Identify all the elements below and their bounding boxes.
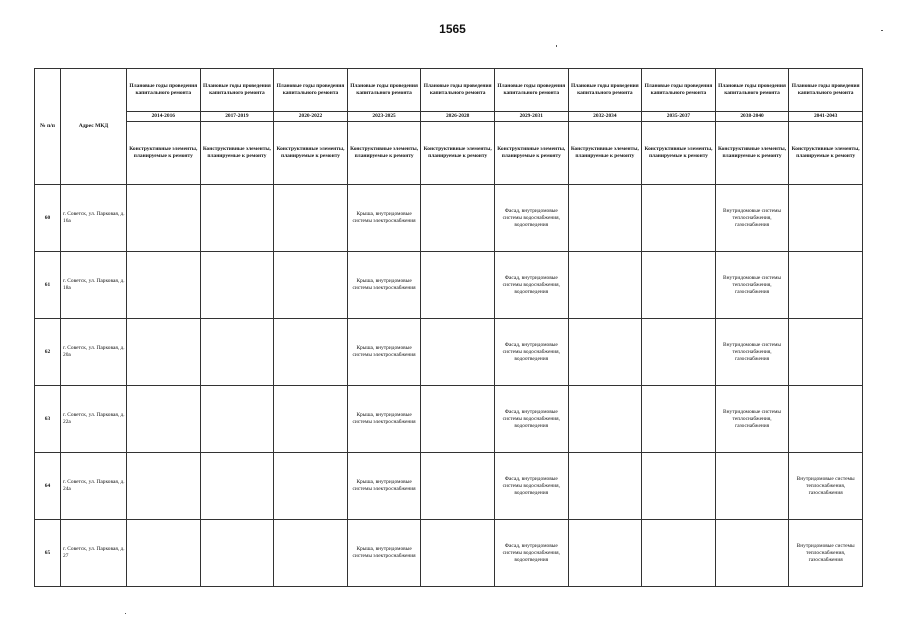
repair-work-cell — [200, 453, 274, 520]
repair-work-cell — [421, 252, 495, 319]
period-years-header: 2020-2022 — [274, 112, 348, 122]
repair-work-cell: Крыша, внутридомовые системы электроснабжения — [347, 319, 421, 386]
period-title-header: Плановые годы проведения капитального ремонта — [568, 69, 642, 112]
repair-work-cell: Фасад, внутридомовые системы водоснабжения, водоотведения — [494, 386, 568, 453]
repair-work-cell — [568, 252, 642, 319]
period-years-header: 2017-2019 — [200, 112, 274, 122]
address-cell: г. Советск, ул. Парковая, д. 16а — [61, 185, 127, 252]
repair-work-cell — [642, 319, 716, 386]
table-header — [35, 69, 863, 185]
period-elements-header: Конструктивные элементы, планируемые к ремонту — [494, 122, 568, 185]
repair-work-cell — [568, 386, 642, 453]
row-number-cell: 63 — [35, 386, 61, 453]
repair-work-cell: Крыша, внутридомовые системы электроснабжения — [347, 252, 421, 319]
repair-work-cell — [568, 185, 642, 252]
repair-work-cell — [274, 185, 348, 252]
row-number-cell: 64 — [35, 453, 61, 520]
repair-work-cell — [642, 185, 716, 252]
repair-work-cell — [274, 453, 348, 520]
period-title-header: Плановые годы проведения капитального ремонта — [347, 69, 421, 112]
address-cell: г. Советск, ул. Парковая, д. 24а — [61, 453, 127, 520]
table-row — [35, 453, 863, 520]
period-years-header: 2038-2040 — [715, 112, 789, 122]
col-num-header: № п/п — [35, 69, 61, 185]
repair-work-cell: Фасад, внутридомовые системы водоснабжения, водоотведения — [494, 453, 568, 520]
period-years-header: 2014-2016 — [127, 112, 201, 122]
repair-work-cell: Внутридомовые системы теплоснабжения, газоснабжения — [715, 319, 789, 386]
repair-work-cell — [421, 520, 495, 587]
repair-work-cell — [642, 520, 716, 587]
page-number: 1565 — [439, 22, 466, 36]
table-row — [35, 520, 863, 587]
period-title-header: Плановые годы проведения капитального ремонта — [789, 69, 863, 112]
repair-work-cell: Внутридомовые системы теплоснабжения, газоснабжения — [789, 453, 863, 520]
period-years-header: 2041-2043 — [789, 112, 863, 122]
period-elements-header: Конструктивные элементы, планируемые к ремонту — [642, 122, 716, 185]
repair-work-cell — [127, 386, 201, 453]
period-elements-header: Конструктивные элементы, планируемые к ремонту — [715, 122, 789, 185]
row-number-cell: 61 — [35, 252, 61, 319]
repair-work-cell — [642, 453, 716, 520]
repair-work-cell: Крыша, внутридомовые системы электроснабжения — [347, 453, 421, 520]
repair-work-cell — [789, 185, 863, 252]
repair-work-cell: Фасад, внутридомовые системы водоснабжения, водоотведения — [494, 185, 568, 252]
period-title-header: Плановые годы проведения капитального ремонта — [127, 69, 201, 112]
row-number-cell: 65 — [35, 520, 61, 587]
repair-work-cell — [127, 252, 201, 319]
scan-speck — [556, 45, 557, 47]
address-cell: г. Советск, ул. Парковая, д. 20а — [61, 319, 127, 386]
repair-work-cell — [274, 386, 348, 453]
scan-speck — [881, 30, 883, 31]
period-years-header: 2035-2037 — [642, 112, 716, 122]
period-years-header: 2023-2025 — [347, 112, 421, 122]
period-elements-header: Конструктивные элементы, планируемые к ремонту — [127, 122, 201, 185]
period-title-header: Плановые годы проведения капитального ремонта — [200, 69, 274, 112]
repair-work-cell — [421, 185, 495, 252]
repair-work-cell — [789, 252, 863, 319]
repair-work-cell — [715, 453, 789, 520]
repair-work-cell — [421, 453, 495, 520]
period-years-header: 2032-2034 — [568, 112, 642, 122]
repair-work-cell — [274, 319, 348, 386]
period-title-header: Плановые годы проведения капитального ремонта — [715, 69, 789, 112]
repair-work-cell — [200, 252, 274, 319]
repair-work-cell — [200, 520, 274, 587]
repair-work-cell: Внутридомовые системы теплоснабжения, газоснабжения — [715, 386, 789, 453]
period-title-header: Плановые годы проведения капитального ремонта — [274, 69, 348, 112]
period-title-header: Плановые годы проведения капитального ремонта — [642, 69, 716, 112]
repair-work-cell: Крыша, внутридомовые системы электроснабжения — [347, 386, 421, 453]
repair-work-cell: Фасад, внутридомовые системы водоснабжения, водоотведения — [494, 319, 568, 386]
repair-work-cell: Внутридомовые системы теплоснабжения, газоснабжения — [715, 185, 789, 252]
period-title-header: Плановые годы проведения капитального ремонта — [421, 69, 495, 112]
row-number-cell: 60 — [35, 185, 61, 252]
repair-work-cell — [127, 520, 201, 587]
period-title-header: Плановые годы проведения капитального ремонта — [494, 69, 568, 112]
scan-speck — [125, 613, 126, 614]
repair-work-cell — [642, 386, 716, 453]
period-elements-header: Конструктивные элементы, планируемые к ремонту — [274, 122, 348, 185]
repair-work-cell — [715, 520, 789, 587]
table-row — [35, 185, 863, 252]
repair-work-cell — [568, 520, 642, 587]
repair-work-cell: Фасад, внутридомовые системы водоснабжения, водоотведения — [494, 520, 568, 587]
repair-work-cell — [274, 520, 348, 587]
repair-schedule-table — [34, 68, 863, 587]
repair-work-cell — [274, 252, 348, 319]
period-elements-header: Конструктивные элементы, планируемые к ремонту — [200, 122, 274, 185]
repair-work-cell — [127, 185, 201, 252]
repair-work-cell — [200, 319, 274, 386]
address-cell: г. Советск, ул. Парковая, д. 18а — [61, 252, 127, 319]
period-elements-header: Конструктивные элементы, планируемые к ремонту — [421, 122, 495, 185]
period-elements-header: Конструктивные элементы, планируемые к ремонту — [568, 122, 642, 185]
repair-work-cell — [568, 319, 642, 386]
repair-work-cell — [421, 386, 495, 453]
repair-work-cell — [127, 319, 201, 386]
period-elements-header: Конструктивные элементы, планируемые к ремонту — [789, 122, 863, 185]
repair-work-cell — [200, 386, 274, 453]
table-row — [35, 319, 863, 386]
repair-work-cell — [789, 386, 863, 453]
period-years-header: 2026-2028 — [421, 112, 495, 122]
period-elements-header: Конструктивные элементы, планируемые к ремонту — [347, 122, 421, 185]
table-row — [35, 252, 863, 319]
row-number-cell: 62 — [35, 319, 61, 386]
address-cell: г. Советск, ул. Парковая, д. 22а — [61, 386, 127, 453]
repair-work-cell — [642, 252, 716, 319]
repair-work-cell: Фасад, внутридомовые системы водоснабжения, водоотведения — [494, 252, 568, 319]
repair-work-cell — [200, 185, 274, 252]
repair-work-cell — [789, 319, 863, 386]
col-address-header: Адрес МКД — [61, 69, 127, 185]
table-row — [35, 386, 863, 453]
repair-work-cell: Внутридомовые системы теплоснабжения, газоснабжения — [715, 252, 789, 319]
address-cell: г. Советск, ул. Парковая, д. 27 — [61, 520, 127, 587]
repair-work-cell — [568, 453, 642, 520]
repair-work-cell: Крыша, внутридомовые системы электроснабжения — [347, 520, 421, 587]
repair-work-cell: Внутридомовые системы теплоснабжения, газоснабжения — [789, 520, 863, 587]
repair-work-cell: Крыша, внутридомовые системы электроснабжения — [347, 185, 421, 252]
table-body — [35, 185, 863, 587]
period-years-header: 2029-2031 — [494, 112, 568, 122]
repair-work-cell — [421, 319, 495, 386]
repair-work-cell — [127, 453, 201, 520]
